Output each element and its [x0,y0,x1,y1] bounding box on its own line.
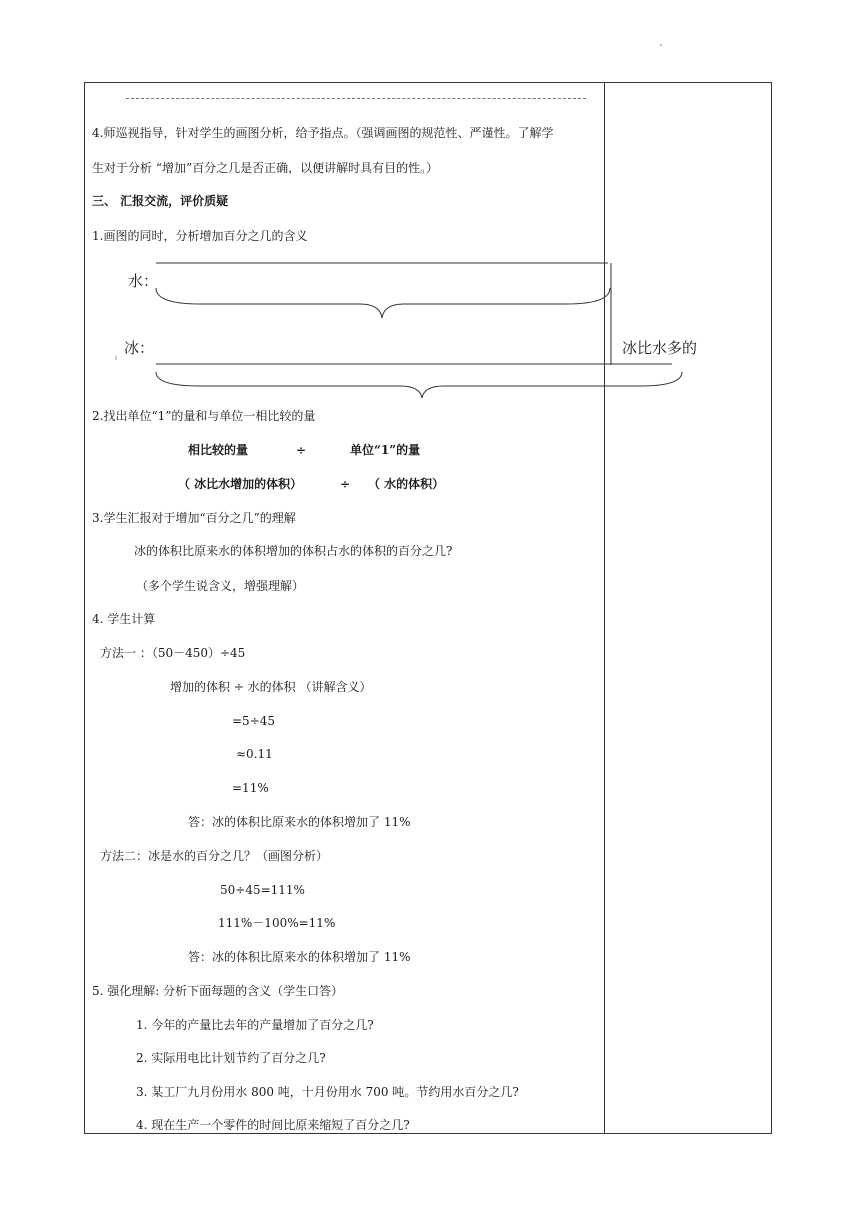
item-1-text: 1.画图的同时，分析增加百分之几的含义 [92,229,308,243]
question-2: 2. 实际用电比计划节约了百分之几? [136,1051,326,1065]
step4-teacher-text: 4.师巡视指导，针对学生的画图分析，给予指点。（强调画图的规范性、严谨性。了解学 [92,126,554,140]
item-3-text: 3.学生汇报对于增加“百分之几”的理解 [92,511,296,525]
method-2-step-2: 111%－100%=11% [218,916,336,930]
ice-label: 冰： [124,339,155,357]
method-1-step-2: ≈0.11 [236,747,273,761]
method-2-answer: 答：冰的体积比原来水的体积增加了 11% [188,950,411,964]
section-3-heading: 三、 汇报交流，评价质疑 [92,194,229,208]
compare-quantity-label: 相比较的量 [188,443,249,457]
scan-dot [660,44,662,46]
method-1-meaning: 增加的体积 ÷ 水的体积 （讲解含义） [170,680,372,694]
item-3-question: 冰的体积比原来水的体积增加的体积占水的体积的百分之几? [134,544,453,558]
ice-more-volume-label: （ 冰比水增加的体积） [178,477,303,491]
item-2-text: 2.找出单位“1”的量和与单位一相比较的量 [92,409,316,423]
divide-symbol-2: ÷ [340,477,351,491]
question-3: 3. 某工厂九月份用水 800 吨，十月份用水 700 吨。节约用水百分之几? [136,1085,519,1099]
unit-1-quantity-label: 单位“1”的量 [350,443,421,457]
method-2-heading: 方法二：冰是水的百分之几？（画图分析） [100,849,329,863]
method-1-step-3: =11% [232,781,269,795]
column-divider [604,82,605,1134]
ice-more-label: 冰比水多的 [622,339,698,357]
water-label: 水： [128,272,159,290]
water-volume-label: （ 水的体积） [368,477,445,491]
divide-symbol-1: ÷ [296,443,307,457]
item-3-note: （多个学生说含义，增强理解） [136,579,305,593]
question-4: 4. 现在生产一个零件的时间比原来缩短了百分之几? [136,1118,410,1132]
method-1-step-1: =5÷45 [232,714,276,728]
step4-teacher-text-cont: 生对于分析 “增加”百分之几是否正确，以便讲解时具有目的性。） [92,161,439,175]
method-1-answer: 答：冰的体积比原来水的体积增加了 11% [188,815,411,829]
item-5-text: 5. 强化理解: 分析下面每题的含义（学生口答） [92,984,344,998]
method-2-step-1: 50÷45=111% [220,883,305,897]
dashed-separator [126,98,586,99]
question-1: 1. 今年的产量比去年的产量增加了百分之几? [136,1018,374,1032]
method-1-formula: 方法一 ：（50－450）÷45 [100,646,246,660]
item-4-text: 4. 学生计算 [92,612,156,626]
